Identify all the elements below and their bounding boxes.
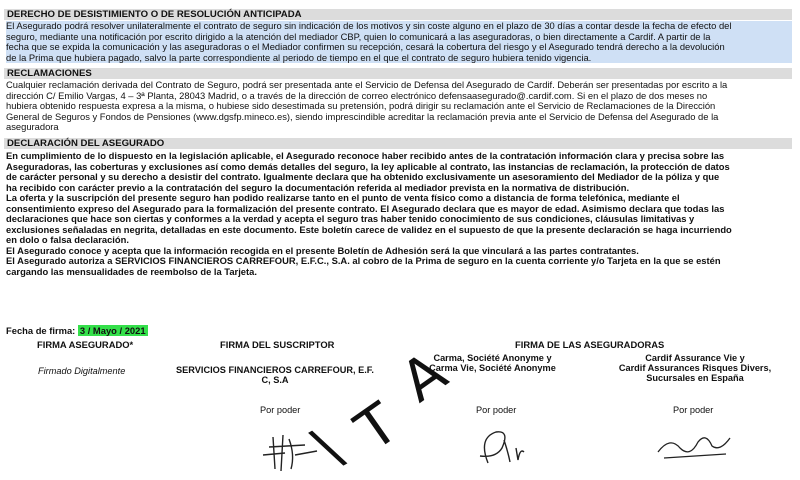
suscriptor-name-line: C, S.A — [261, 375, 289, 385]
aseguradora-line: Cardif Assurances Risques Divers, — [618, 363, 772, 373]
paragraph-declaracion — [6, 151, 792, 277]
aseguradora-cardif — [600, 353, 790, 383]
paragraph-reclamaciones — [6, 80, 792, 133]
text-line: El Asegurado autoriza a SERVICIOS FINANCIEROS CARREFOUR, E.F.C., S.A. al cobro de la Prima de seguro en la cuenta corriente y/o Tarjeta en la que se estén — [6, 255, 721, 266]
text-line: La oferta y la suscripción del presente seguro han podido realizarse tanto en el punto de venta físico como a distancia de forma telefónica, mediante el — [6, 192, 680, 203]
text-line: consentimiento expreso del Asegurado para la formalización del presente contrato. El Asegurado declara que es mayor de edad. Asimismo declara que todas las — [6, 202, 725, 214]
firmado-digitalmente: Firmado Digitalmente — [38, 366, 126, 376]
text-line: En cumplimiento de lo dispuesto en la legislación aplicable, el Asegurado reconoce haber recibido antes de la contratación información clara y precisa sobre las — [6, 150, 725, 161]
text-line: Aseguradoras, las coberturas y exclusiones así como demás detalles del seguro, la ley aplicable al contrato, las instancias de reclamación, la protección de datos — [6, 160, 730, 172]
aseguradora-line: Sucursales en España — [646, 373, 744, 383]
por-poder-cardif: Por poder — [673, 405, 714, 415]
watermark-letter: A — [389, 339, 459, 416]
text-line: cargando las mensualidades de reembolso de la Tarjeta. — [6, 265, 257, 277]
text-line: en dolo o falsa declaración. — [6, 234, 129, 245]
watermark-letter: \ — [303, 414, 352, 480]
section-header-reclamaciones: RECLAMACIONES — [4, 68, 792, 79]
text-line: ha recibido con carácter previo a la contratación del seguro la documentación referida al mediador prevista en la normativa de distribución. — [6, 181, 630, 193]
text-line: seguro, mediante una notificación por escrito dirigido a la atención del mediador CBP, quien lo comunicará a las aseguradoras, o bien directamente a Cardif. A partir de la — [6, 30, 711, 42]
suscriptor-name — [170, 365, 380, 385]
text-line: El Asegurado podrá resolver unilateralmente el contrato de seguro sin indicación de los motivos y sin coste alguno en el plazo de 30 días a contar desde la fecha de efecto del — [6, 20, 732, 31]
text-line: declaraciones que hace son ciertas y conformes a la verdad y acepta el seguro tras haber tenido conocimiento de sus condiciones, cláusulas limitativas y — [6, 213, 695, 224]
text-line: fecha que se expida la comunicación y las aseguradoras o el Mediador confirmen su recepción, cesará la cobertura del riesgo y el Asegurado tendrá derecho a la devolución — [6, 41, 725, 52]
aseguradora-line: Cardif Assurance Vie y — [645, 353, 745, 363]
text-line: de la Prima que hubiera pagado, salvo la parte correspondiente al periodo de tiempo en el que el contrato de seguro hubiera tenido vigencia. — [6, 51, 592, 63]
signature-carma-icon — [458, 418, 533, 473]
text-line: Cualquier reclamación derivada del Contrato de Seguro, podrá ser presentada ante el Servicio de Defensa del Asegurado de Cardif. Deberán ser presentadas por escrito a la — [6, 79, 728, 90]
text-line: hubiera obtenido respuesta expresa a la misma, o hubiese sido desestimada su pretensión, podrá dirigir su reclamación ante el Servicio de Reclamaciones de la Dirección — [6, 100, 716, 111]
aseguradora-line: Carma Vie, Société Anonyme — [429, 363, 556, 373]
suscriptor-name-line: SERVICIOS FINANCIEROS CARREFOUR, E.F. — [176, 365, 374, 375]
text-line: de carácter personal y su derecho a desistir del contrato. Igualmente declara que ha obtenido exclusivamente un asesoramiento del Mediador de la póliza y que — [6, 171, 720, 182]
firma-suscriptor-title: FIRMA DEL SUSCRIPTOR — [220, 339, 335, 350]
aseguradora-line: Carma, Société Anonyme y — [433, 353, 552, 363]
date-label: Fecha de firma: — [6, 325, 76, 336]
por-poder-suscriptor: Por poder — [260, 405, 301, 415]
firma-asegurado-title: FIRMA ASEGURADO* — [37, 339, 134, 350]
watermark-letter: T — [344, 391, 410, 464]
text-line: aseguradora — [6, 121, 59, 132]
firma-aseguradoras-title: FIRMA DE LAS ASEGURADORAS — [515, 339, 665, 350]
por-poder-carma: Por poder — [476, 405, 517, 415]
signature-date — [6, 325, 148, 336]
paragraph-desistimiento — [6, 21, 792, 63]
text-line: El Asegurado conoce y acepta que la información recogida en el presente Boletín de Adhesión será la que vinculará a las partes contratantes. — [6, 244, 639, 256]
text-line: General de Seguros y Fondos de Pensiones (www.dgsfp.mineco.es), siendo imprescindible acreditar la reclamación previa ante el Servicio de Defensa del Asegurado de la — [6, 110, 719, 122]
text-line: dirección C/ Emilio Vargas, 4 – 3ª Planta, 28043 Madrid, o a través de la dirección de correo electrónico defensaasegurado@.cardif.com. Si en el plazo de dos meses no — [6, 89, 708, 101]
date-value: 3 / Mayo / 2021 — [79, 325, 146, 336]
section-header-declaracion: DECLARACIÓN DEL ASEGURADO — [4, 138, 792, 149]
signature-cardif-icon — [650, 418, 735, 468]
text-line: exclusiones señaladas en negrita, detalladas en este documento. Este boletín carece de validez en el supuesto de que la presente declaración se haga incurriendo — [6, 223, 732, 235]
section-header-desistimiento: DERECHO DE DESISTIMIENTO O DE RESOLUCIÓN ANTICIPADA — [4, 9, 792, 20]
